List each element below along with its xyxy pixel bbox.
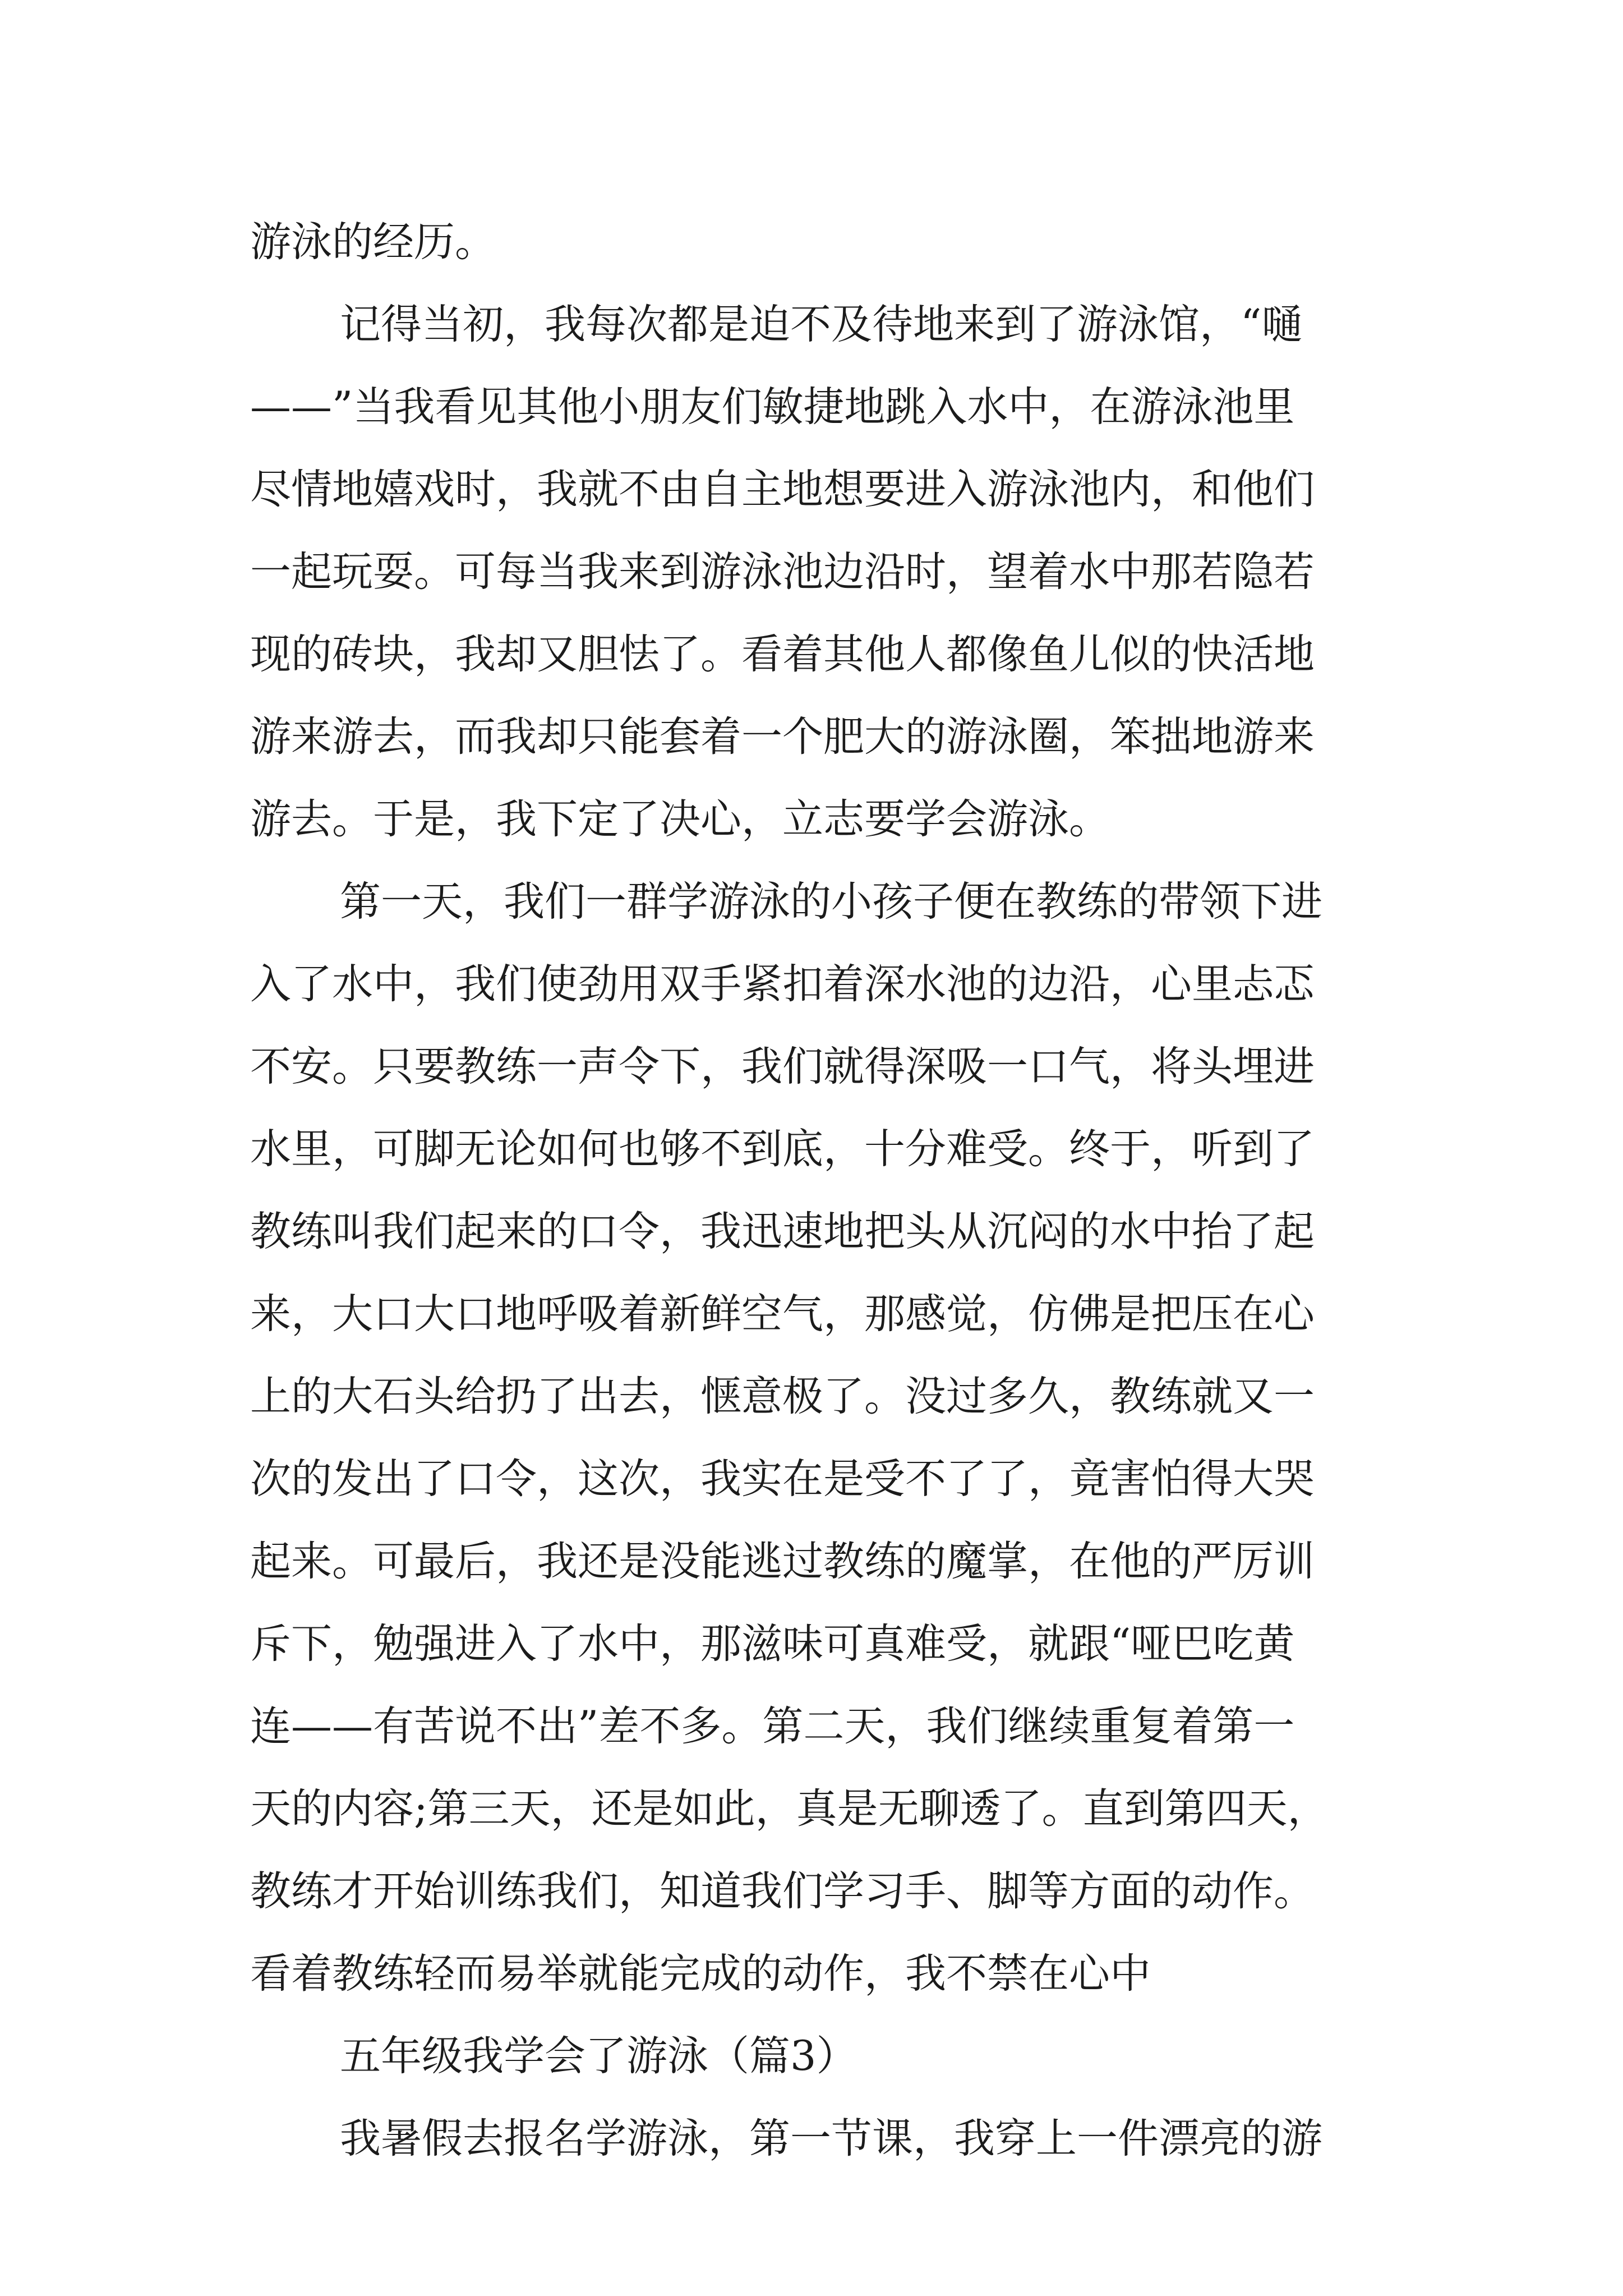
- paragraph-line: 斥下，勉强进入了水中，那滋味可真难受，就跟“哑巴吃黄: [250, 1620, 1295, 1668]
- paragraph-line: 教练叫我们起来的口令，我迅速地把头从沉闷的水中抬了起: [250, 1208, 1315, 1255]
- paragraph-line: 次的发出了口令，这次，我实在是受不了了，竟害怕得大哭: [250, 1455, 1315, 1503]
- paragraph-line: 我暑假去报名学游泳，第一节课，我穿上一件漂亮的游: [340, 2115, 1322, 2162]
- paragraph-line: 天的内容;第三天，还是如此，真是无聊透了。直到第四天，: [250, 1785, 1329, 1833]
- paragraph-line: 记得当初，我每次都是迫不及待地来到了游泳馆，“嗵: [340, 301, 1303, 348]
- section-heading: 五年级我学会了游泳（篇3）: [340, 2032, 857, 2080]
- paragraph-line: 游泳的经历。: [250, 218, 496, 266]
- paragraph-line: 起来。可最后，我还是没能逃过教练的魔掌，在他的严厉训: [250, 1538, 1315, 1585]
- paragraph-line: 水里，可脚无论如何也够不到底，十分难受。终于，听到了: [250, 1125, 1315, 1173]
- paragraph-line: 上的大石头给扔了出去，惬意极了。没过多久，教练就又一: [250, 1373, 1315, 1420]
- paragraph-line: 尽情地嬉戏时，我就不由自主地想要进入游泳池内，和他们: [250, 466, 1315, 513]
- paragraph-line: 游去。于是，我下定了决心，立志要学会游泳。: [250, 795, 1110, 843]
- paragraph-line: 入了水中，我们使劲用双手紧扣着深水池的边沿，心里忐忑: [250, 960, 1315, 1008]
- paragraph-line: 教练才开始训练我们，知道我们学习手、脚等方面的动作。: [250, 1867, 1315, 1915]
- paragraph-line: ——”当我看见其他小朋友们敏捷地跳入水中，在游泳池里: [250, 383, 1295, 431]
- paragraph-line: 看着教练轻而易举就能完成的动作，我不禁在心中: [250, 1950, 1151, 1998]
- paragraph-line: 第一天，我们一群学游泳的小孩子便在教练的带领下进: [340, 878, 1322, 926]
- paragraph-line: 来，大口大口地呼吸着新鲜空气，那感觉，仿佛是把压在心: [250, 1290, 1315, 1338]
- paragraph-line: 一起玩耍。可每当我来到游泳池边沿时，望着水中那若隐若: [250, 548, 1315, 596]
- paragraph-line: 游来游去，而我却只能套着一个肥大的游泳圈，笨拙地游来: [250, 713, 1315, 761]
- paragraph-line: 不安。只要教练一声令下，我们就得深吸一口气，将头埋进: [250, 1043, 1315, 1091]
- paragraph-line: 连——有苦说不出”差不多。第二天，我们继续重复着第一: [250, 1703, 1295, 1750]
- paragraph-line: 现的砖块，我却又胆怯了。看着其他人都像鱼儿似的快活地: [250, 631, 1315, 678]
